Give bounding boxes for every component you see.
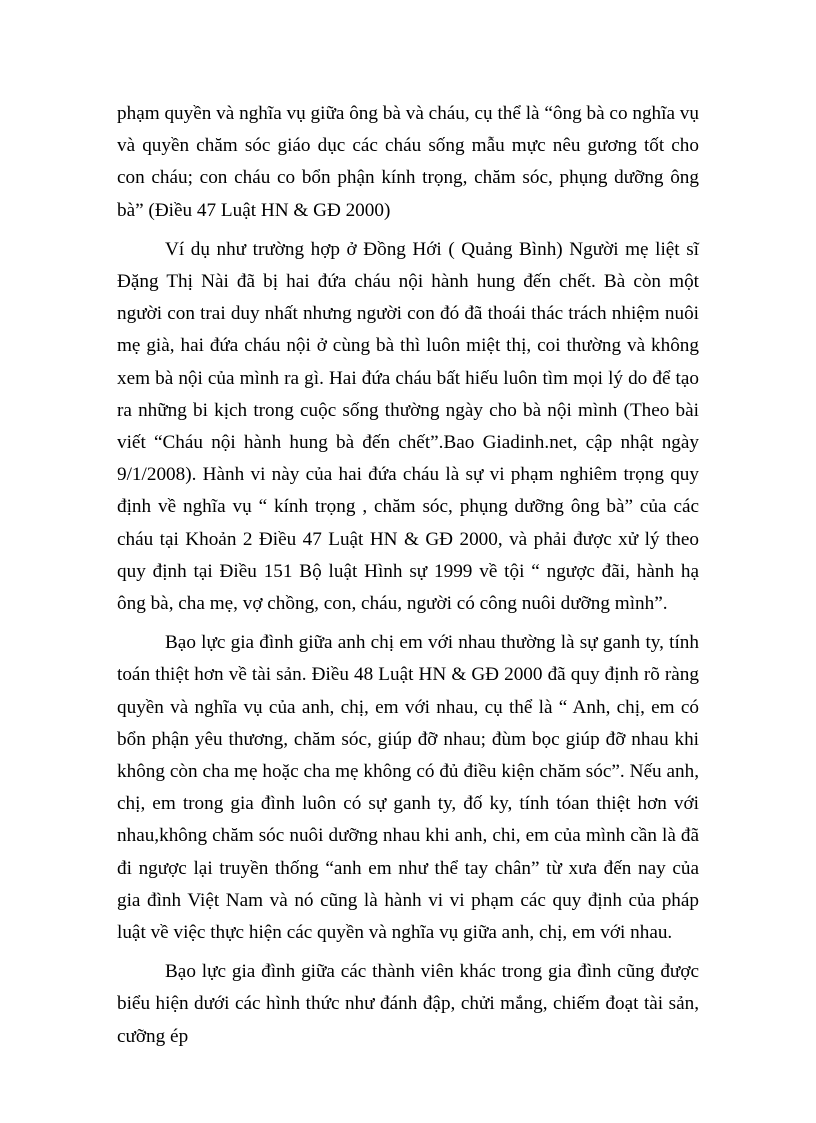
paragraph-continued: phạm quyền và nghĩa vụ giữa ông bà và cháu, cụ thể là “ông bà co nghĩa vụ và quyền chăm sóc giáo dục các cháu sống mẫu mực nêu gương tốt cho con cháu; con cháu co bổn phận kính trọng, chăm sóc, phụng dưỡng ông bà” (Điều 47 Luật HN & GĐ 2000): [117, 103, 699, 221]
paragraph-siblings-violence: Bạo lực gia đình giữa anh chị em với nhau thường là sự ganh ty, tính toán thiệt hơn về tài sản. Điều 48 Luật HN & GĐ 2000 đã quy định rõ ràng quyền và nghĩa vụ của anh, chị, em với nhau, cụ thể là “ Anh, chị, em có bổn phận yêu thương, chăm sóc, giúp đỡ nhau; đùm bọc giúp đỡ nhau khi không còn cha mẹ hoặc cha mẹ không có đủ điều kiện chăm sóc”. Nếu anh, chị, em trong gia đình luôn có sự ganh ty, đố ky, tính tóan thiệt hơn với nhau,không chăm sóc nuôi dưỡng nhau khi anh, chi, em của mình cần là đã đi ngược lại truyền thống “anh em như thể tay chân” từ xưa đến nay của gia đình Việt Nam và nó cũng là hành vi vi phạm các quy định của pháp luật về việc thực hiện các quyền và nghĩa vụ giữa anh, chị, em với nhau.: [117, 632, 699, 944]
paragraph-dong-hoi-case: Ví dụ như trường hợp ở Đồng Hới ( Quảng Bình) Người mẹ liệt sĩ Đặng Thị Nài đã bị hai đứa cháu nội hành hung đến chết. Bà còn một người con trai duy nhất nhưng người con đó đã thoái thác trách nhiệm nuôi mẹ già, hai đứa cháu nội ở cùng bà thì luôn miệt thị, coi thường và không xem bà nội của mình ra gì. Hai đứa cháu bất hiếu luôn tìm mọi lý do để tạo ra những bi kịch trong cuộc sống thường ngày cho bà nội mình (Theo bài viết “Cháu nội hành hung bà đến chết”.Bao Giadinh.net, cập nhật ngày 9/1/2008). Hành vi này của hai đứa cháu là sự vi phạm nghiêm trọng quy định về nghĩa vụ “ kính trọng , chăm sóc, phụng dưỡng ông bà” của các cháu tại Khoản 2 Điều 47 Luật HN & GĐ 2000, và phải được xử lý theo quy định tại Điều 151 Bộ luật Hình sự 1999 về tội “ ngược đãi, hành hạ ông bà, cha mẹ, vợ chồng, con, cháu, người có công nuôi dưỡng mình”.: [117, 238, 699, 615]
body-text: [117, 98, 699, 1053]
paragraph-other-members: Bạo lực gia đình giữa các thành viên khác trong gia đình cũng được biểu hiện dưới các hình thức như đánh đập, chửi mắng, chiếm đoạt tài sản, cưỡng ép: [117, 961, 699, 1047]
